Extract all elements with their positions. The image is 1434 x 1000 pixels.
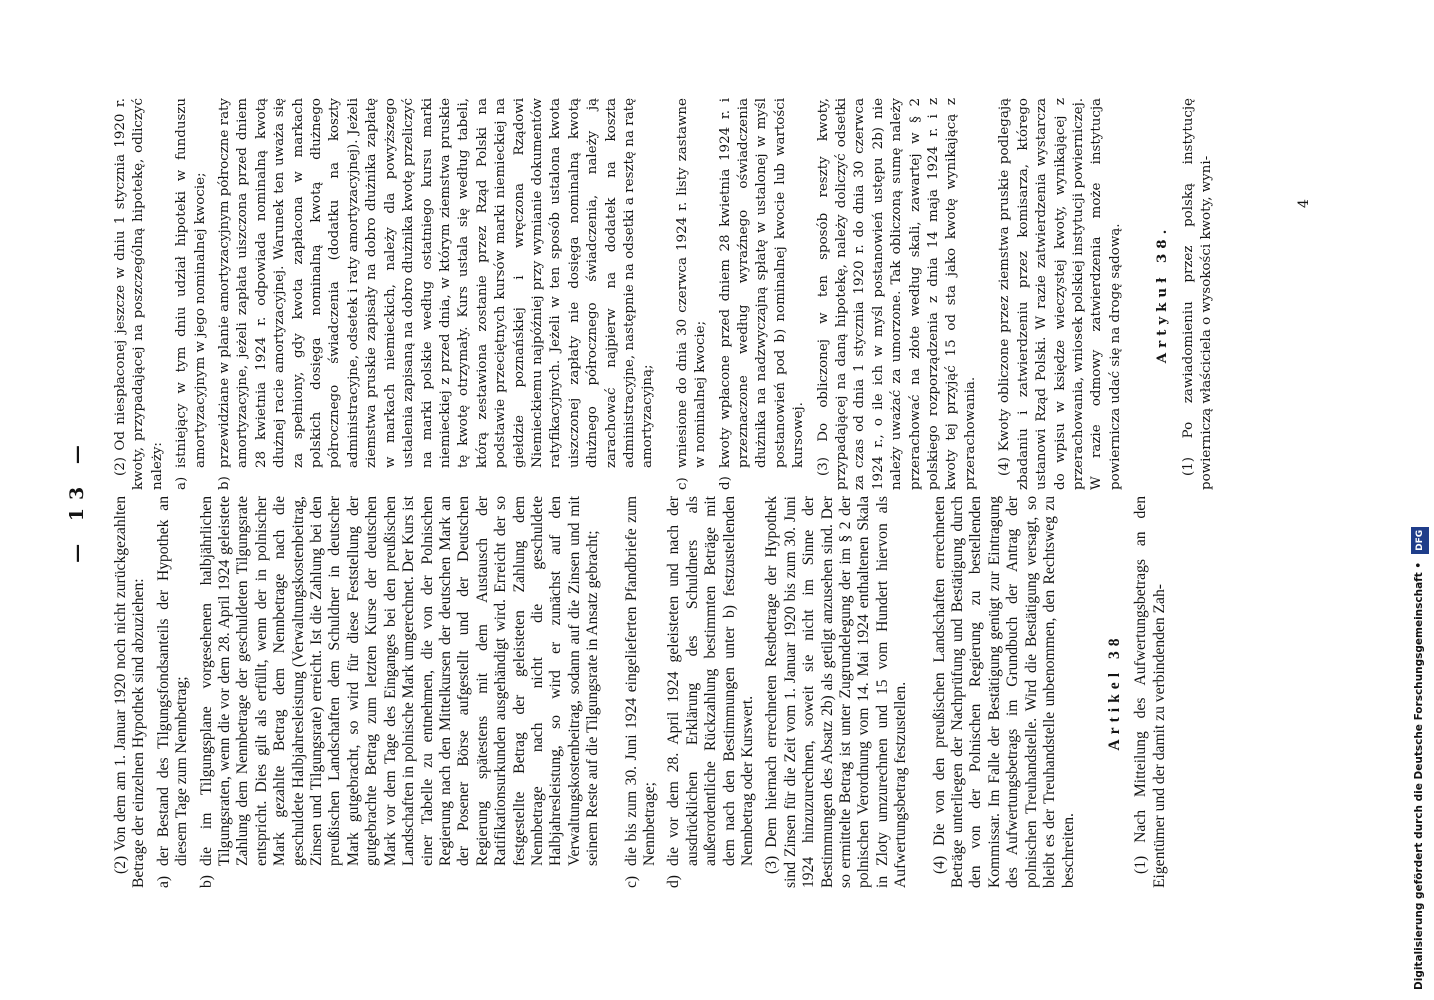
polish-article-paragraph-1: (1) Po zawiadomieniu przez polską instytucję powierniczą właściciela o wysokości kwoty, wyni- xyxy=(1180,98,1214,490)
item-label: d) xyxy=(665,875,683,888)
item-label: d) xyxy=(717,476,733,490)
item-label: b) xyxy=(217,476,233,490)
page-header: — 13 — xyxy=(66,437,88,563)
item-label: a) xyxy=(174,476,190,490)
item-label: c) xyxy=(674,477,690,490)
german-item-b xyxy=(198,496,603,888)
german-intro: (2) Von dem am 1. Januar 1920 noch nicht zurückgezahlten Betrage der einzelnen Hypothek sind abzuziehen: xyxy=(112,496,148,888)
digitization-watermark xyxy=(1410,10,1428,990)
watermark-text: Digitalisierung gefördert durch die Deutsche Forschungsgemeinschaft • xyxy=(1413,561,1425,990)
german-article-title: Artikel 38 xyxy=(1105,633,1123,751)
polish-item-a xyxy=(173,98,210,490)
polish-item-d xyxy=(717,98,809,490)
signature-number: 4 xyxy=(1296,199,1312,208)
german-item-d xyxy=(665,496,757,888)
item-label: a) xyxy=(154,875,172,888)
item-label: b) xyxy=(197,875,215,888)
german-column xyxy=(112,496,1175,888)
german-item-c xyxy=(623,496,660,888)
german-paragraph-3: (3) Dem hiernach errechneten Restbetrage der Hypothek sind Zinsen für die Zeit vom 1. Januar 1920 bis zum 30. Juni 1924 hinzuzurechnen, soweit sie nicht im Sinne der Bestimmungen des Absatz 2b) als getilgt anzusehen sind. Der so ermittelte Betrag ist unter Zugrundelegung der im § 2 der polnischen Verordnung vom 14. Mai 1924 enthaltenen Skala in Zloty umzurechnen und 15 vom Hundert hiervon als Aufwertungsbetrag festzustellen. xyxy=(763,496,910,888)
polish-column xyxy=(112,98,1222,490)
watermark-text-line xyxy=(1410,10,1428,990)
item-label: c) xyxy=(622,875,640,888)
german-paragraph-4: (4) Die von den preußischen Landschaften errechneten Beträge unterliegen der Nachprüfung und Bestätigung durch den von der Polnischen Regierung zu bestellenden Kommissar. Im Falle der Bestätigung genügt zur Eintragung des Aufwertungsbetrags im Grundbuch der Antrag der polnischen Treuhandstelle. Wird die Bestätigung versagt, so bleibt es der Treuhandstelle unbenommen, den Rechtsweg zu beschreiten. xyxy=(930,496,1077,888)
item-text: die bis zum 30. Juni 1924 eingelieferten Pfandbriefe zum Nennbetrage; xyxy=(622,496,658,866)
item-text: der Bestand des Tilgungsfondsanteils der Hypothek an diesem Tage zum Nennbetrag; xyxy=(154,496,191,866)
item-text: die im Tilgungsplane vorgesehenen halbjährlichen Tilgungsraten, wenn die vor dem 28. April 1924 geleistete Zahlung dem Nennbetrage der geschuldeten Tilgungsrate entspricht. Dies gilt als erfüllt, wenn der in polnischer Mark gezahlte Betrag dem Nennbetrage nach die geschuldete Halbjahresleistung (Verwaltungskostenbeitrag, Zinsen und Tilgungsrate) erreicht. Ist die Zahlung bei den preußischen Landschaften dem Schuldner in deutscher Mark gutgebracht, so wird für diese Feststellung der gutgebrachte Betrag zum letzten Kurse der deutschen Mark vor dem Tage des Einganges bei den preußischen Landschaften in polnische Mark umgerechnet. Der Kurs ist einer Tabelle zu entnehmen, die von der Polnischen Regierung nach den Mittelkursen der deutschen Mark an der Posener Börse aufgestellt und der Deutschen Regierung spätestens mit dem Austausch der Ratifikationsurkunden ausgehändigt wird. Erreicht der so festgestellte Betrag der geleisteten Zahlung dem Nennbetrage nach nicht die geschuldete Halbjahresleistung, so wird er zunächst auf den Verwaltungskostenbeitrag, sodann auf die Zinsen und mit seinem Reste auf die Tilgungsrate in Ansatz gebracht; xyxy=(197,496,602,866)
item-text: istniejący w tym dniu udział hipoteki w funduszu amortyzacyjnym w jego nominalnej kwocie; xyxy=(174,98,208,468)
polish-paragraph-4: (4) Kwoty obliczone przez ziemstwa pruskie podlegają zbadaniu i zatwierdzeniu przez komisarza, którego ustanowi Rząd Polski. W razie zatwierdzenia wystarcza do wpisu w księdze wieczystej kwoty, wynikającej z przerachowania, wniosek polskiej instytucji powierniczej. W razie odmowy zatwierdzenia może instytucja powiernicza udać się na drogę sądową. xyxy=(997,98,1123,490)
german-item-a xyxy=(155,496,192,888)
german-article-paragraph-1: (1) Nach Mitteilung des Aufwertungsbetrags an den Eigentümer und der damit zu verbindenden Zah- xyxy=(1132,496,1168,888)
polish-item-c xyxy=(674,98,711,490)
polish-intro: (2) Od niespłaconej jeszcze w dniu 1 stycznia 1920 r. kwoty, przypadającej na poszczególną hipotekę, odliczyć należy: xyxy=(113,98,165,490)
polish-paragraph-3: (3) Do obliczonej w ten sposób reszty kwoty, przypadającej na daną hipotekę, należy doliczyć odsetki za czas od dnia 1 stycznia 1920 r. do dnia 30 czerwca 1924 r., o ile ich w myśl postanowień ustępu 2b) nie należy uważać za umorzone. Tak obliczoną sumę należy przerachować na złote według skali, zawartej w § 2 polskiego rozporządzenia z dnia 14 maja 1924 r. i z kwoty tej przyjąć 15 od sta jako kwotę wynikającą z przerachowania. xyxy=(815,98,978,490)
polish-article-title: Artykuł 38. xyxy=(1154,224,1171,364)
dfg-logo: DFG xyxy=(1411,527,1429,554)
polish-item-b xyxy=(216,98,658,490)
item-text: przewidziane w planie amortyzacyjnym półroczne raty amortyzacyjne, jeżeli zapłata uiszczona przed dniem 28 kwietnia 1924 r. odpowiada nominalną kwotą dłużnej racie amortyzacyjnej. Warunek ten uważa się za spełniony, gdy kwota zapłacona w markach polskich dosięga nominalną kwotą dłużnego półrocznego świadczenia (dodatku na koszty administracyjne, odsetek i raty amortyzacyjnej). Jeżeli ziemstwa pruskie zapisały na dobro dłużnika zapłatę w markach niemieckich, należy dla powyższego ustalenia zapisaną na dobro dłużnika kwotę przeliczyć na marki polskie według ostatniego kursu marki niemieckiej z przed dnia, w którym ziemstwa pruskie tę kwotę otrzymały. Kurs ustala się według tabeli, którą zestawiona zostanie przez Rząd Polski na podstawie przeciętnych kursów marki niemieckiej na giełdzie poznańskiej i wręczona Rządowi Niemieckiemu najpóźniej przy wymianie dokumentów ratyfikacyjnych. Jeżeli w ten sposób ustalona kwota uiszczonej zapłaty nie dosięga nominalną kwotą dłużnego półrocznego świadczenia, należy ją zarachować najpierw na dodatek na koszta administracyjne, następnie na odsetki a resztę na ratę amortyzacyjną; xyxy=(217,98,656,468)
item-text: die vor dem 28. April 1924 geleisteten und nach der ausdrücklichen Erklärung des Schuldners als außerordentliche Rückzahlung bestimmten Beträge mit dem nach den Bestimmungen unter b) festzustellenden Nennbetrag oder Kurswert. xyxy=(665,496,756,866)
item-text: kwoty wpłacone przed dniem 28 kwietnia 1924 r. i przeznaczone według wyraźnego oświadczenia dłużnika na nadzwyczajną spłatę w ustalonej w myśl postanowień pod b) nominalnej kwocie lub wartości kursowej. xyxy=(717,98,807,468)
item-text: wniesione do dnia 30 czerwca 1924 r. listy zastawne w nominalnej kwocie; xyxy=(674,98,709,468)
